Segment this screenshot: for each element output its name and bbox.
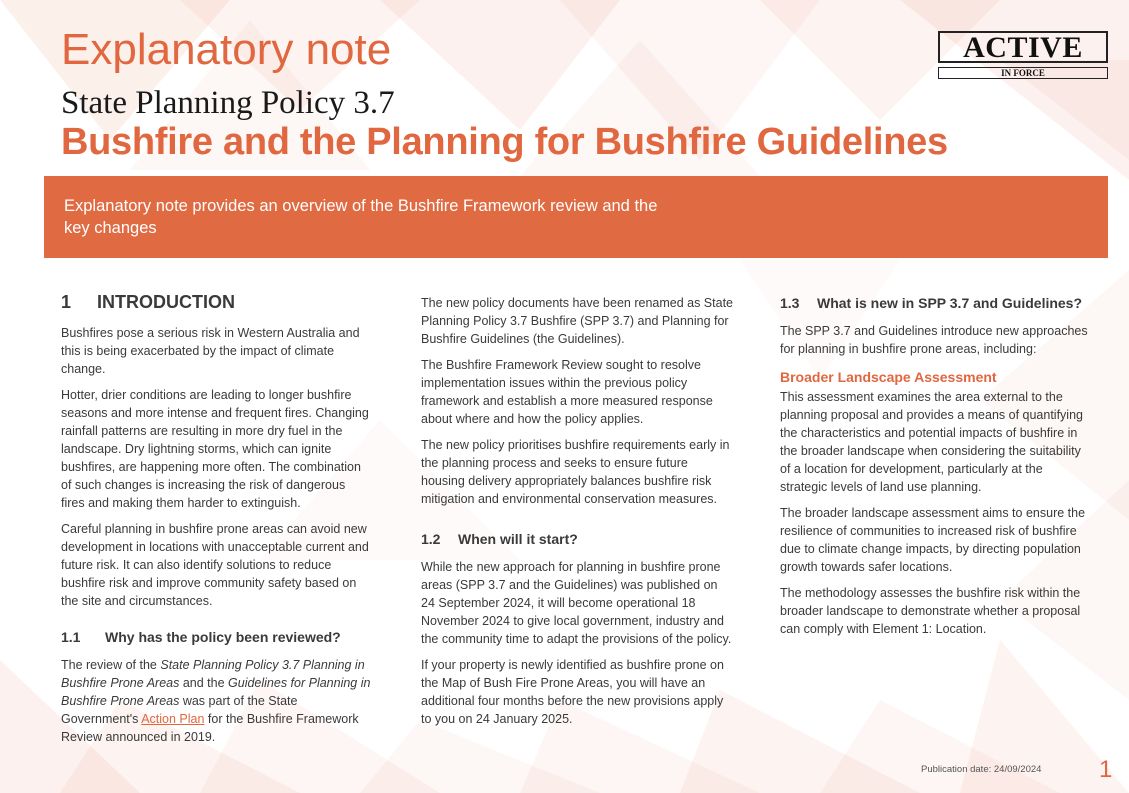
paragraph: The new policy documents have been renamed as State Planning Policy 3.7 Bushfire (SPP 3.7) and Planning for Bushfire Guidelines (the Guidelines). <box>421 296 733 346</box>
paragraph: Bushfires pose a serious risk in Western Australia and this is being exacerbated by the impact of climate change. <box>61 326 360 376</box>
paragraph: The broader landscape assessment aims to ensure the resilience of communities to increased risk of bushfire due to climate change impacts, by directing population growth towards safer locations. <box>780 506 1086 574</box>
text-span: was part of the State Government's <box>61 694 298 726</box>
paragraph: Hotter, drier conditions are leading to longer bushfire seasons and more intense and frequent fires. Changing rainfall patterns are resulting in more dry fuel in the landscape. Dry lightning storms, which can ignite bushfires, are happening more often. The combination of such changes is increasing the risk of dangerous fires and making them harder to extinguish. <box>61 388 369 510</box>
section-number: 1.2 <box>421 531 441 547</box>
paragraph <box>61 656 371 746</box>
action-plan-link[interactable]: Action Plan <box>141 712 205 726</box>
paragraph: The Bushfire Framework Review sought to resolve implementation issues within the previous policy framework and establish a more measured response about where and how the policy applies. <box>421 358 713 426</box>
policy-number: State Planning Policy 3.7 <box>61 85 395 121</box>
policy-title: Bushfire and the Planning for Bushfire Guidelines <box>61 121 948 163</box>
paragraph: This assessment examines the area external to the planning proposal and provides a means of quantifying the characteristics and potential impacts of bushfire in the broader landscape when considering the suitability of a location for development, particularly at the strategic levels of land use planning. <box>780 390 1083 494</box>
section-title: When will it start? <box>458 531 578 547</box>
section-title: INTRODUCTION <box>97 292 235 312</box>
column-1 <box>61 290 371 754</box>
stamp-in-force: IN FORCE <box>938 67 1108 79</box>
text-span: for the Bushfire Framework Review announced in 2019. <box>61 712 359 744</box>
text-span: and the <box>179 676 229 690</box>
text-span: The review of the <box>61 658 161 672</box>
stamp-active: ACTIVE <box>938 31 1108 63</box>
guidelines-name: Guidelines for Planning in Bushfire Prone Areas <box>61 676 371 708</box>
section-number: 1 <box>61 292 72 312</box>
page-number: 1 <box>1099 756 1113 783</box>
paragraph: Careful planning in bushfire prone areas can avoid new development in locations with unacceptable current and future risk. It can also identify solutions to reduce bushfire risk and improve community safety based on the site and circumstances. <box>61 522 369 608</box>
broader-landscape-heading: Broader Landscape Assessment <box>780 369 997 385</box>
section-1-heading <box>61 290 371 314</box>
section-title: What is new in SPP 3.7 and Guidelines? <box>817 295 1083 311</box>
column-2 <box>421 294 733 736</box>
section-title: Why has the policy been reviewed? <box>105 629 341 645</box>
status-stamp <box>938 31 1108 79</box>
policy-name: State Planning Policy 3.7 Planning in Bushfire Prone Areas <box>61 658 365 690</box>
publication-date: Publication date: 24/09/2024 <box>921 764 1042 775</box>
paragraph: While the new approach for planning in bushfire prone areas (SPP 3.7 and the Guidelines) was published on 24 September 2024, it will become operational 18 November 2024 to give local government, industry and the community time to adapt the provisions of the policy. <box>421 560 732 646</box>
paragraph: The SPP 3.7 and Guidelines introduce new approaches for planning in bushfire prone areas, including: <box>780 324 1088 356</box>
paragraph: The new policy prioritises bushfire requirements early in the planning process and seeks to ensure future housing delivery appropriately balances bushfire risk mitigation and environmental conservation measures. <box>421 438 730 506</box>
banner-text: Explanatory note provides an overview of the Bushfire Framework review and the key changes <box>64 197 658 237</box>
section-1-2-heading <box>421 530 733 548</box>
section-1-1-heading <box>61 628 371 646</box>
column-3 <box>780 294 1090 646</box>
section-number: 1.3 <box>780 295 800 311</box>
summary-banner <box>44 176 1108 258</box>
section-1-3-heading <box>780 294 1090 312</box>
paragraph: If your property is newly identified as bushfire prone on the Map of Bush Fire Prone Areas, you will have an additional four months before the new provisions apply to you on 24 January 2025. <box>421 658 724 726</box>
page-title: Explanatory note <box>61 25 392 74</box>
paragraph: The methodology assesses the bushfire risk within the broader landscape to demonstrate whether a proposal can comply with Element 1: Location. <box>780 586 1081 636</box>
section-number: 1.1 <box>61 629 81 645</box>
